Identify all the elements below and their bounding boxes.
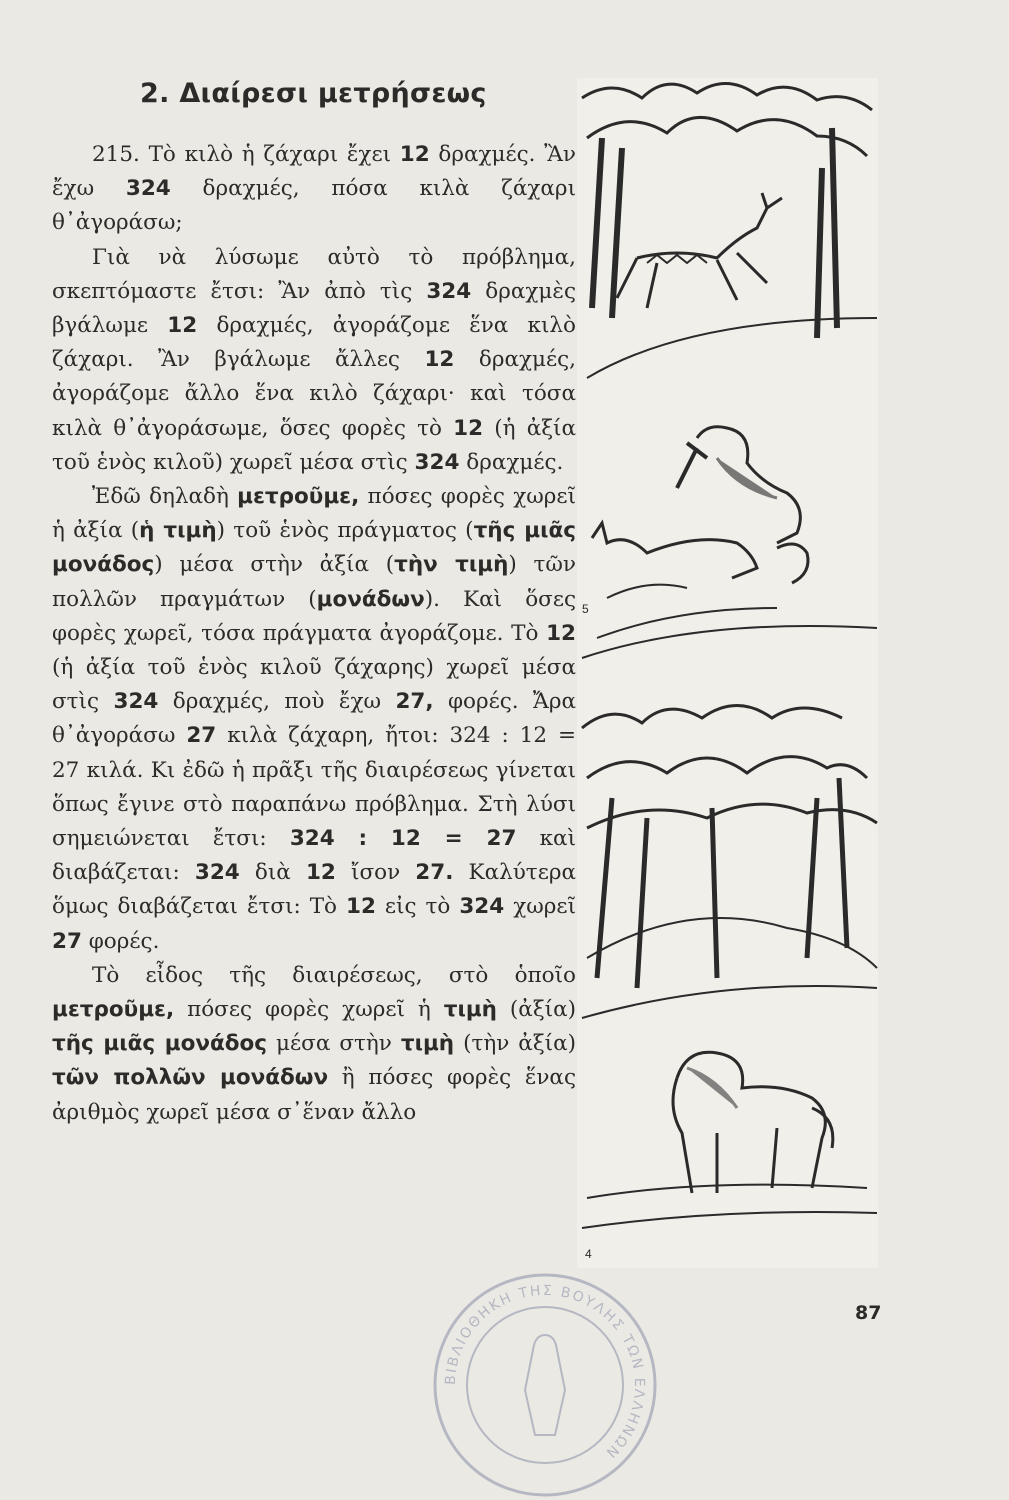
text-run: εἰς τὸ (375, 894, 460, 920)
section-title: 2. Διαίρεσι μετρήσεως (140, 78, 487, 109)
text-run: δραχμές, ποὺ ἔχω (158, 689, 396, 715)
illustration-strip (577, 78, 878, 1268)
text-run: χωρεῖ (504, 894, 576, 920)
text-run: Ἐδῶ δηλαδὴ (92, 484, 238, 510)
bold-run: 324 (125, 176, 171, 202)
paragraph (52, 959, 576, 1130)
bold-run: μονάδων (316, 586, 425, 612)
bold-run: 12 (546, 620, 576, 646)
text-run: πόσες φορὲς χωρεῖ ἡ ἀξία ( (52, 484, 576, 544)
text-run: κιλὰ ζάχαρη, ἤτοι: 324 : 12 = 27 κιλά. Κι ἐδῶ ἡ πρᾶξι τῆς διαιρέσεως γίνεται ὅπως ἔγινε στὸ παραπάνω πρόβλημα. Στὴ λύσι σημειώνεται ἔτσι: (52, 723, 576, 852)
stamp-lettering: ΒΙΒΛΙΟΘΗΚΗ ΤΗΣ ΒΟΥΛΗΣ ΤΩΝ ΕΛΛΗΝΩΝ (442, 1282, 648, 1462)
bold-run: 12 (424, 347, 455, 373)
bold-run: 324 (459, 894, 505, 920)
bold-run: 324 : 12 = 27 (289, 826, 517, 852)
text-run: φορές. (81, 928, 160, 954)
deer-forest-illustration (582, 83, 877, 378)
bold-run: μετροῦμε, (52, 997, 175, 1023)
body-text (52, 138, 576, 1130)
bold-run: 27 (52, 928, 82, 954)
bold-run: τὴν τιμὴ (394, 552, 509, 578)
panel-mark: 4 (585, 1247, 592, 1261)
panel-mark: 5 (582, 602, 589, 616)
bold-run: 12 (346, 894, 376, 920)
bold-run: ἡ τιμὴ (139, 518, 217, 544)
bold-run: 27, (395, 689, 434, 715)
text-run: δραχμές. (459, 449, 564, 475)
text-run: δραχμές, πόσα κιλὰ ζάχαρι θ᾽ἀγοράσω; (52, 176, 577, 236)
text-run: (τὴν ἀξία) (454, 1031, 576, 1057)
text-run: Τὸ εἶδος τῆς διαιρέσεως, στὸ ὁποῖο (92, 962, 576, 988)
paragraph (52, 138, 576, 241)
bold-run: τιμὴ (443, 997, 497, 1023)
text-run: ) μέσα στὴν ἀξία ( (154, 552, 395, 578)
bold-run: 27 (186, 723, 217, 749)
bold-run: 12 (305, 860, 336, 886)
text-run: δραχμές. Ἂν ἔχω (52, 142, 576, 202)
text-run: φορές. Ἄρα θ᾽ἀγοράσω (52, 689, 576, 749)
bold-run: μετροῦμε, (237, 484, 360, 510)
bold-run: τῆς μιᾶς μονάδος (52, 1031, 268, 1057)
text-run: δραχμὲς βγάλωμε (52, 278, 576, 339)
horse-rabbit-illustration (582, 427, 877, 658)
page-number: 87 (855, 1302, 882, 1324)
text-run: ). Καὶ ὅσες φορὲς χωρεῖ, τόσα πράγματα ἀγοράζομε. Τὸ (52, 586, 576, 646)
bold-run: 324 (414, 449, 460, 475)
bold-run: 12 (453, 415, 484, 441)
text-run: 215. Τὸ κιλὸ ἡ ζάχαρι ἔχει (92, 142, 400, 167)
text-run: ἴσον (335, 860, 416, 886)
text-run: ) τῶν πολλῶν πραγμάτων ( (52, 552, 576, 612)
text-run: καὶ διαβάζεται: (52, 826, 576, 886)
text-run: ) τοῦ ἑνὸς πράγματος ( (216, 518, 474, 544)
text-run: (ἡ ἀξία τοῦ ἑνὸς κιλοῦ ζάχαρης) χωρεῖ μέσα στὶς (52, 655, 576, 715)
text-run: διὰ (239, 860, 306, 886)
bold-run: 324 (113, 689, 159, 715)
bold-run: 324 (194, 860, 240, 886)
bold-run: 12 (167, 313, 198, 339)
bold-run: 324 (426, 278, 472, 304)
text-run: δραχμές, ἀγοράζομε ἄλλο ἕνα κιλὸ ζάχαρι· καὶ τόσα κιλὰ θ᾽ἀγοράσωμε, ὅσες φορὲς τὸ (52, 347, 576, 441)
text-run: (ἀξία) (496, 997, 577, 1023)
text-run: Γιὰ νὰ λύσωμε αὐτὸ τὸ πρόβλημα, σκεπτόμαστε ἔτσι: Ἂν ἀπὸ τὶς (52, 244, 576, 304)
lion-illustration (582, 1052, 877, 1261)
bold-run: 27. (415, 860, 454, 886)
forest-illustration (582, 706, 877, 1019)
text-run: Καλύτερα ὅμως διαβάζεται ἔτσι: Τὸ (52, 860, 577, 920)
text-run: ἢ πόσες φορὲς ἕνας ἀριθμὸς χωρεῖ μέσα σ᾽ἕναν ἄλλο (52, 1065, 576, 1125)
text-run: πόσες φορὲς χωρεῖ ἡ (174, 997, 444, 1023)
text-run: μέσα στὴν (267, 1031, 401, 1057)
bold-run: τῶν πολλῶν μονάδων (52, 1065, 329, 1091)
text-run: (ἡ ἀξία τοῦ ἑνὸς κιλοῦ) χωρεῖ μέσα στὶς (52, 415, 576, 475)
text-run: δραχμές, ἀγοράζομε ἕνα κιλὸ ζάχαρι. Ἂν βγάλωμε ἄλλες (52, 313, 576, 373)
paragraph (52, 241, 576, 480)
paragraph (52, 480, 576, 959)
library-stamp (425, 1265, 665, 1500)
bold-run: τιμὴ (400, 1031, 455, 1057)
bold-run: 12 (399, 142, 430, 167)
bold-run: τῆς μιᾶς μονάδος (52, 518, 576, 578)
